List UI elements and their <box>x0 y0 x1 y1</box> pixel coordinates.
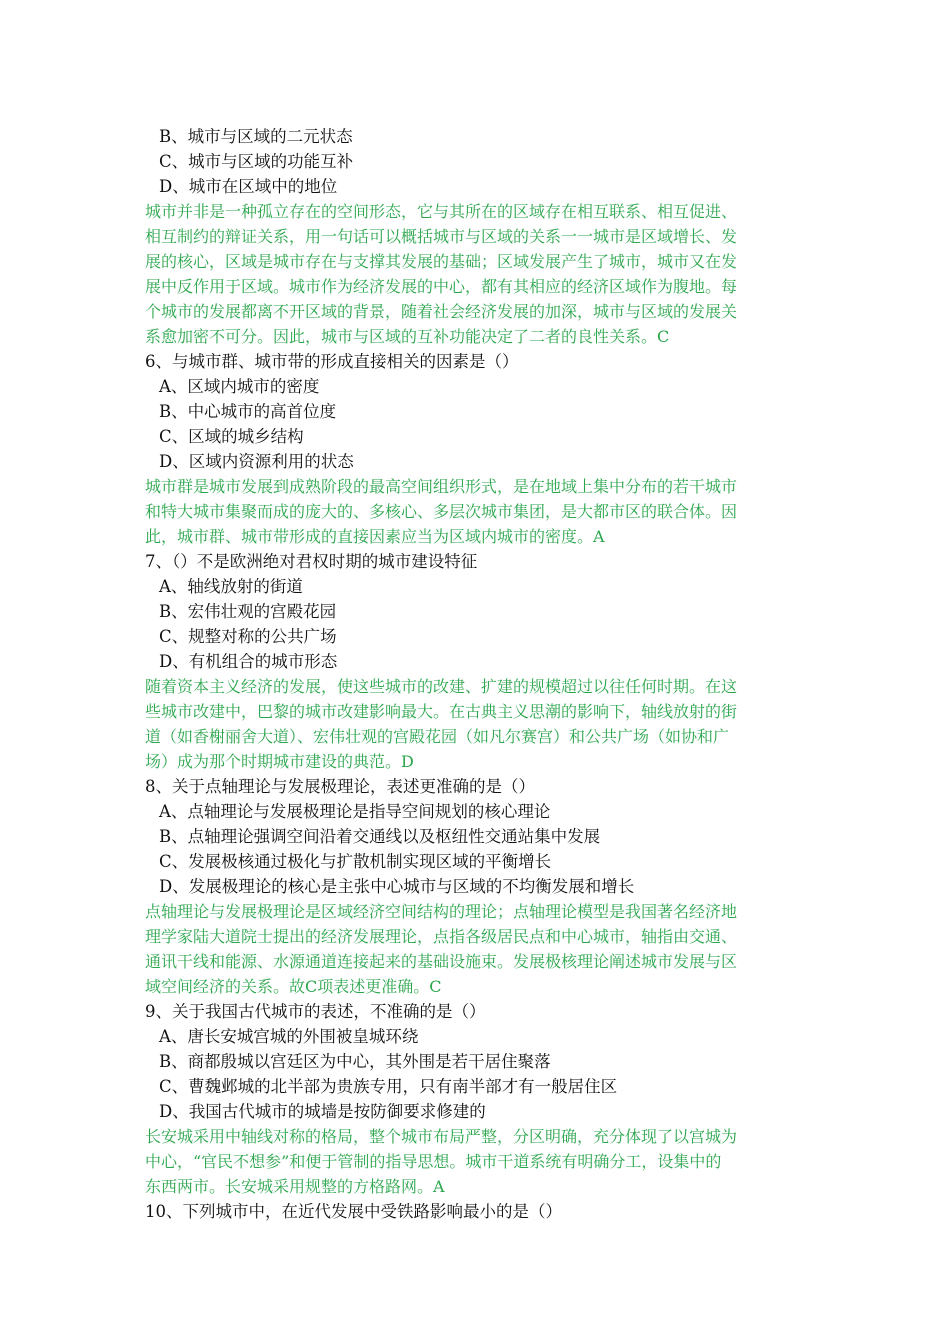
explanation-line: 长安城采用中轴线对称的格局，整个城市布局严整，分区明确，充分体现了以宫城为 <box>145 1127 738 1146</box>
answer-explanation <box>145 474 815 549</box>
explanation-line: 此，城市群、城市带形成的直接因素应当为区域内城市的密度。A <box>145 527 605 546</box>
question-stem: 7、（）不是欧洲绝对君权时期的城市建设特征 <box>145 552 478 571</box>
answer-option: A、区域内城市的密度 <box>159 377 320 396</box>
explanation-line: 展的核心，区域是城市存在与支撑其发展的基础；区域发展产生了城市，城市又在发 <box>145 252 738 271</box>
explanation-line: 中心，“官民不想参”和便于管制的指导思想。城市干道系统有明确分工，设集中的 <box>145 1152 722 1171</box>
explanation-line: 和特大城市集聚而成的庞大的、多核心、多层次城市集团，是大都市区的联合体。因 <box>145 502 738 521</box>
answer-option: D、区域内资源利用的状态 <box>159 452 354 471</box>
explanation-line: 随着资本主义经济的发展，使这些城市的改建、扩建的规模超过以往任何时期。在这 <box>145 677 738 696</box>
answer-explanation <box>145 899 815 999</box>
answer-option: D、城市在区域中的地位 <box>159 177 338 196</box>
question-stem: 8、关于点轴理论与发展极理论，表述更准确的是（） <box>145 777 535 796</box>
question-stem: 6、与城市群、城市带的形成直接相关的因素是（） <box>145 352 519 371</box>
answer-option: D、有机组合的城市形态 <box>159 652 338 671</box>
answer-option: C、城市与区域的功能互补 <box>159 152 354 171</box>
answer-explanation <box>145 199 815 349</box>
explanation-line: 城市群是城市发展到成熟阶段的最高空间组织形式，是在地域上集中分布的若干城市 <box>145 477 738 496</box>
answer-option: D、发展极理论的核心是主张中心城市与区域的不均衡发展和增长 <box>159 877 635 896</box>
answer-option: D、我国古代城市的城墙是按防御要求修建的 <box>159 1102 486 1121</box>
question-stem: 9、关于我国古代城市的表述，不准确的是（） <box>145 1002 486 1021</box>
answer-option: B、商都殷城以宫廷区为中心，其外围是若干居住聚落 <box>159 1052 551 1071</box>
explanation-line: 场）成为那个时期城市建设的典范。D <box>145 752 414 771</box>
explanation-line: 些城市改建中，巴黎的城市改建影响最大。在古典主义思潮的影响下，轴线放射的街 <box>145 702 738 721</box>
answer-option: C、发展极核通过极化与扩散机制实现区域的平衡增长 <box>159 852 552 871</box>
answer-option: B、点轴理论强调空间沿着交通线以及枢纽性交通站集中发展 <box>159 827 601 846</box>
document-page <box>145 124 815 1224</box>
answer-option: A、轴线放射的街道 <box>159 577 303 596</box>
explanation-line: 展中反作用于区域。城市作为经济发展的中心，都有其相应的经济区域作为腹地。每 <box>145 277 738 296</box>
explanation-line: 系愈加密不可分。因此，城市与区域的互补功能决定了二者的良性关系。C <box>145 327 670 346</box>
explanation-line: 相互制约的辩证关系，用一句话可以概括城市与区域的关系一一城市是区域增长、发 <box>145 227 738 246</box>
answer-option: B、宏伟壮观的宫殿花园 <box>159 602 337 621</box>
answer-option: B、城市与区域的二元状态 <box>159 127 353 146</box>
question-stem: 10、下列城市中，在近代发展中受铁路影响最小的是（） <box>145 1202 562 1221</box>
explanation-line: 道（如香榭丽舍大道）、宏伟壮观的宫殿花园（如凡尔赛宫）和公共广场（如协和广 <box>145 727 730 746</box>
explanation-line: 个城市的发展都离不开区域的背景，随着社会经济发展的加深，城市与区域的发展关 <box>145 302 738 321</box>
explanation-line: 通讯干线和能源、水源通道连接起来的基础设施束。发展极核理论阐述城市发展与区 <box>145 952 738 971</box>
answer-option: B、中心城市的高首位度 <box>159 402 337 421</box>
explanation-line: 城市并非是一种孤立存在的空间形态，它与其所在的区域存在相互联系、相互促进、 <box>145 202 738 221</box>
answer-option: C、规整对称的公共广场 <box>159 627 337 646</box>
answer-option: C、区域的城乡结构 <box>159 427 304 446</box>
answer-explanation <box>145 1124 815 1199</box>
answer-option: A、唐长安城宫城的外围被皇城环绕 <box>159 1027 419 1046</box>
answer-explanation <box>145 674 815 774</box>
explanation-line: 点轴理论与发展极理论是区域经济空间结构的理论；点轴理论模型是我国著名经济地 <box>145 902 738 921</box>
explanation-line: 东西两市。长安城采用规整的方格路网。A <box>145 1177 445 1196</box>
answer-option: C、曹魏邺城的北半部为贵族专用，只有南半部才有一般居住区 <box>159 1077 618 1096</box>
answer-option: A、点轴理论与发展极理论是指导空间规划的核心理论 <box>159 802 551 821</box>
explanation-line: 域空间经济的关系。故C项表述更准确。C <box>145 977 442 996</box>
explanation-line: 理学家陆大道院士提出的经济发展理论，点指各级居民点和中心城市，轴指由交通、 <box>145 927 738 946</box>
